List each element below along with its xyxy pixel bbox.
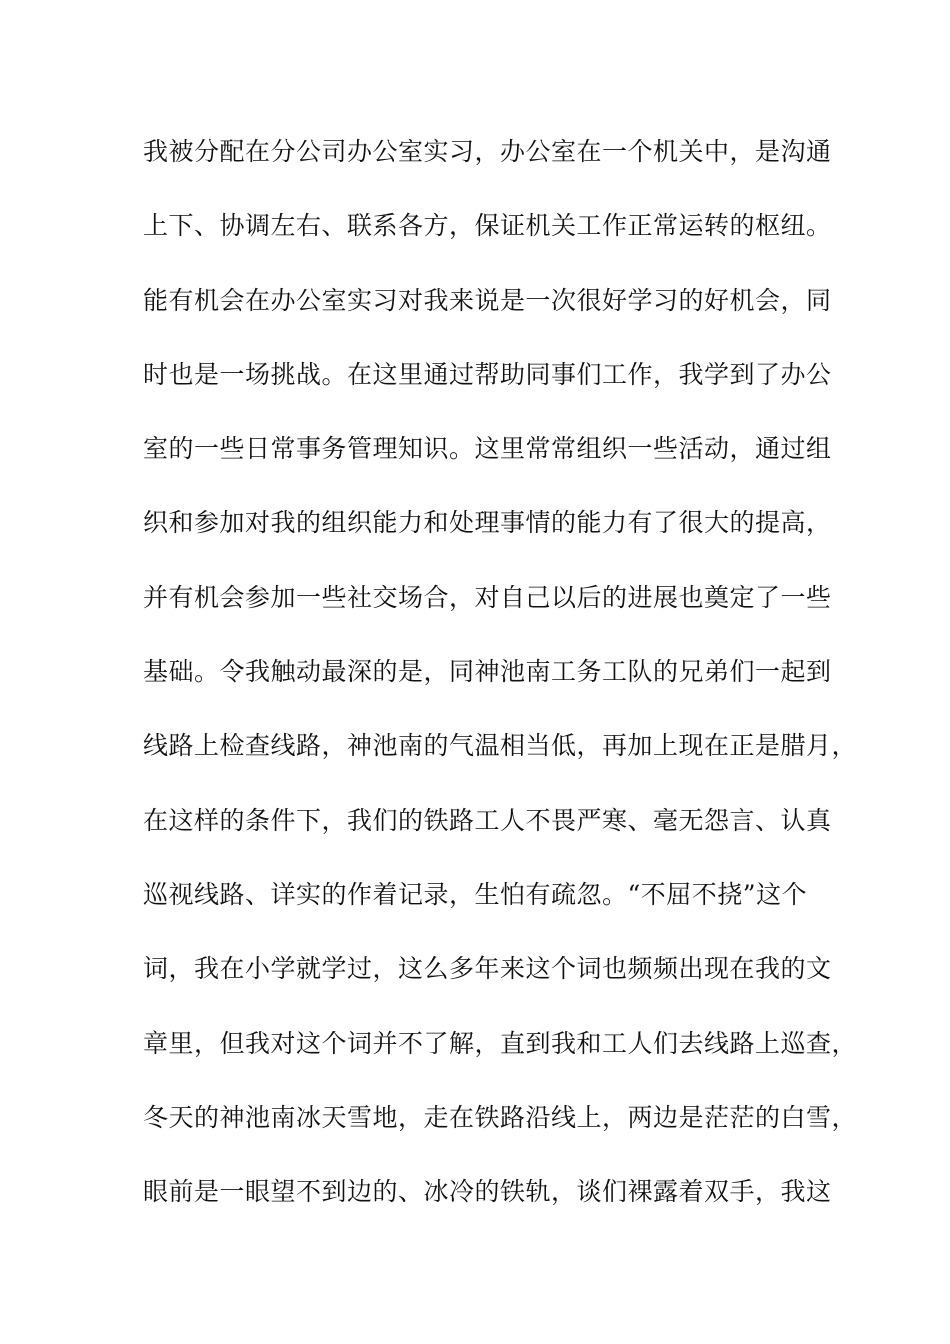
text-line: 基础。令我触动最深的是，同神池南工务工队的兄弟们一起到 (143, 657, 832, 687)
text-line: 我被分配在分公司办公室实习，办公室在一个机关中，是沟通 (143, 137, 832, 166)
text-line: 室的一些日常事务管理知识。这里常常组织一些活动，通过组 (143, 434, 832, 464)
text-line: 巡视线路、详实的作着记录，生怕有疏忽。“不屈不挠”这个 (143, 879, 808, 909)
text-line: 上下、协调左右、联系各方，保证机关工作正常运转的枢纽。 (143, 211, 832, 241)
text-line: 眼前是一眼望不到边的、冰冷的铁轨，谈们裸露着双手，我这 (143, 1177, 832, 1207)
text-line: 冬天的神池南冰天雪地，走在铁路沿线上，两边是茫茫的白雪， (143, 1102, 858, 1132)
text-line: 在这样的条件下，我们的铁路工人不畏严寒、毫无怨言、认真 (143, 805, 832, 835)
text-line: 织和参加对我的组织能力和处理事情的能力有了很大的提高， (143, 508, 832, 538)
text-line: 能有机会在办公室实习对我来说是一次很好学习的好机会，同 (143, 285, 832, 315)
text-line: 词，我在小学就学过，这么多年来这个词也频频出现在我的文 (143, 954, 832, 984)
text-line: 时也是一场挑战。在这里通过帮助同事们工作，我学到了办公 (143, 359, 832, 389)
text-line: 线路上检查线路，神池南的气温相当低，再加上现在正是腊月， (143, 731, 858, 761)
text-line: 章里，但我对这个词并不了解，直到我和工人们去线路上巡查， (143, 1028, 858, 1058)
text-line: 并有机会参加一些社交场合，对自己以后的进展也奠定了一些 (143, 582, 832, 612)
body-text (143, 132, 858, 1246)
